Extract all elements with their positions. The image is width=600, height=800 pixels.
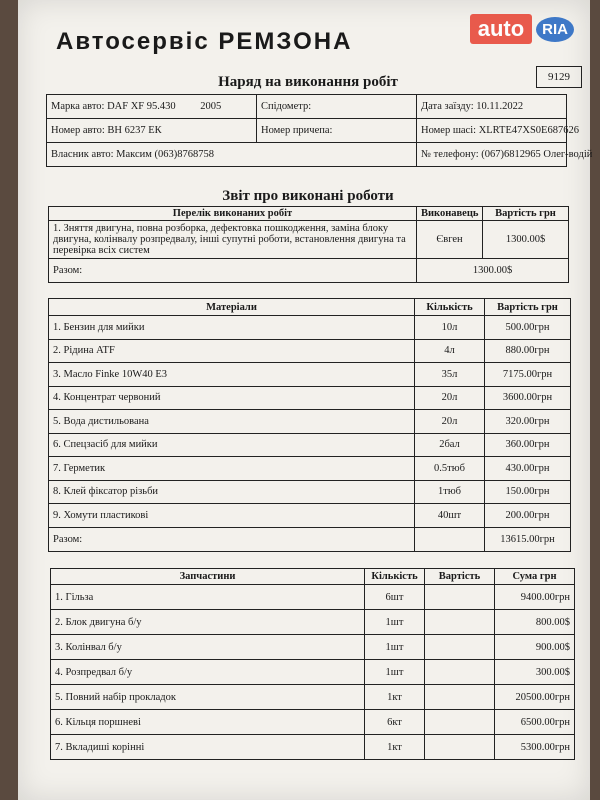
- works-header-worker: Виконавець: [417, 207, 483, 221]
- part-sum: 6500.00грн: [495, 710, 575, 735]
- part-name: 5. Повний набір прокладок: [51, 685, 365, 710]
- material-name: 3. Масло Finke 10W40 E3: [49, 363, 415, 387]
- part-name: 2. Блок двигуна б/у: [51, 610, 365, 635]
- vin-value: XLRTE47XS0E687626: [478, 125, 579, 136]
- materials-total-empty: [415, 527, 485, 551]
- part-qty: 1шт: [365, 660, 425, 685]
- brand-label: Марка авто:: [51, 101, 105, 112]
- plate-value: ВН 6237 ЕК: [107, 125, 162, 136]
- owner-cell: [47, 143, 417, 167]
- parts-header-row: [51, 569, 575, 585]
- document-sheet: [18, 0, 593, 800]
- part-price: [425, 610, 495, 635]
- part-price: [425, 585, 495, 610]
- company-title: Автосервіс РЕМЗОНА: [56, 28, 353, 55]
- report-title: Звіт про виконані роботи: [222, 188, 394, 204]
- material-cost: 3600.00грн: [485, 386, 571, 410]
- part-sum: 9400.00грн: [495, 585, 575, 610]
- table-row: [51, 735, 575, 760]
- phone-value: (067)6812965 Олег-водій: [481, 149, 593, 160]
- order-number: 9129: [536, 66, 582, 88]
- part-qty: 1шт: [365, 610, 425, 635]
- table-row: [49, 433, 571, 457]
- plate-label: Номер авто:: [51, 125, 105, 136]
- part-sum: 5300.00грн: [495, 735, 575, 760]
- odometer-label: Спідометр:: [261, 101, 312, 112]
- table-row: [49, 386, 571, 410]
- date-value: 10.11.2022: [476, 101, 524, 112]
- material-name: 9. Хомути пластикові: [49, 504, 415, 528]
- phone-label: № телефону:: [421, 149, 479, 160]
- part-sum: 800.00$: [495, 610, 575, 635]
- materials-header-qty: Кількість: [415, 299, 485, 316]
- table-row: [51, 610, 575, 635]
- table-row: [49, 363, 571, 387]
- part-name: 6. Кільця поршневі: [51, 710, 365, 735]
- table-row: [51, 635, 575, 660]
- vehicle-info-table: [46, 94, 593, 167]
- date-cell: [417, 95, 567, 119]
- materials-header-row: [49, 299, 571, 316]
- plate-cell: [47, 119, 257, 143]
- table-row: [49, 457, 571, 481]
- material-name: 6. Спецзасіб для мийки: [49, 433, 415, 457]
- part-name: 1. Гільза: [51, 585, 365, 610]
- material-cost: 7175.00грн: [485, 363, 571, 387]
- part-price: [425, 660, 495, 685]
- material-qty: 35л: [415, 363, 485, 387]
- table-row: [51, 685, 575, 710]
- watermark-logo: [470, 12, 574, 46]
- part-price: [425, 710, 495, 735]
- table-row: [51, 585, 575, 610]
- works-row-description: 1. Зняття двигуна, повна розборка, дефектовка пошкодження, заміна блоку двигуна, колінвалу розпредвалу, інші супутні роботи, встановлення двигуна та перевірка всіх систем: [49, 221, 417, 259]
- brand-cell: [47, 95, 257, 119]
- material-qty: 2бал: [415, 433, 485, 457]
- material-qty: 4л: [415, 339, 485, 363]
- works-total-value: 1300.00$: [417, 259, 569, 283]
- material-qty: 0.5тюб: [415, 457, 485, 481]
- table-row: [51, 660, 575, 685]
- trailer-cell: [257, 119, 417, 143]
- part-qty: 1кт: [365, 735, 425, 760]
- part-name: 3. Колінвал б/у: [51, 635, 365, 660]
- material-cost: 880.00грн: [485, 339, 571, 363]
- material-qty: 1тюб: [415, 480, 485, 504]
- odometer-cell: [257, 95, 417, 119]
- works-row-worker: Євген: [417, 221, 483, 259]
- owner-label: Власник авто:: [51, 149, 114, 160]
- part-sum: 20500.00грн: [495, 685, 575, 710]
- parts-header-sum: Сума грн: [495, 569, 575, 585]
- part-qty: 1кт: [365, 685, 425, 710]
- material-qty: 20л: [415, 386, 485, 410]
- parts-table: [50, 568, 575, 760]
- part-sum: 300.00$: [495, 660, 575, 685]
- date-label: Дата заїзду:: [421, 101, 474, 112]
- material-name: 2. Рідина ATF: [49, 339, 415, 363]
- part-name: 4. Розпредвал б/у: [51, 660, 365, 685]
- part-price: [425, 635, 495, 660]
- logo-text: auto: [470, 14, 532, 44]
- table-row: [49, 316, 571, 340]
- part-qty: 6шт: [365, 585, 425, 610]
- materials-table: [48, 298, 571, 552]
- works-row-cost: 1300.00$: [483, 221, 569, 259]
- table-row: [51, 710, 575, 735]
- part-price: [425, 735, 495, 760]
- material-name: 8. Клей фіксатор різьби: [49, 480, 415, 504]
- order-title: Наряд на виконання робіт: [218, 74, 398, 90]
- trailer-label: Номер причепа:: [261, 125, 333, 136]
- part-name: 7. Вкладиші корінні: [51, 735, 365, 760]
- parts-header-price: Вартість: [425, 569, 495, 585]
- works-header-cost: Вартість грн: [483, 207, 569, 221]
- table-row: [49, 504, 571, 528]
- materials-total-value: 13615.00грн: [485, 527, 571, 551]
- materials-header-name: Матеріали: [49, 299, 415, 316]
- material-qty: 20л: [415, 410, 485, 434]
- table-row: [49, 339, 571, 363]
- material-cost: 150.00грн: [485, 480, 571, 504]
- material-name: 7. Герметик: [49, 457, 415, 481]
- material-cost: 430.00грн: [485, 457, 571, 481]
- material-cost: 320.00грн: [485, 410, 571, 434]
- materials-header-cost: Вартість грн: [485, 299, 571, 316]
- material-cost: 360.00грн: [485, 433, 571, 457]
- vin-cell: [417, 119, 579, 143]
- material-name: 4. Концентрат червоний: [49, 386, 415, 410]
- parts-header-qty: Кількість: [365, 569, 425, 585]
- table-row: [49, 480, 571, 504]
- material-name: 5. Вода дистильована: [49, 410, 415, 434]
- part-price: [425, 685, 495, 710]
- logo-badge: RIA: [536, 17, 574, 42]
- works-header-name: Перелік виконаних робіт: [49, 207, 417, 221]
- table-row: [49, 410, 571, 434]
- material-qty: 10л: [415, 316, 485, 340]
- material-qty: 40шт: [415, 504, 485, 528]
- part-qty: 1шт: [365, 635, 425, 660]
- materials-total-row: [49, 527, 571, 551]
- material-name: 1. Бензин для мийки: [49, 316, 415, 340]
- year-value: 2005: [200, 101, 222, 112]
- phone-cell: [417, 143, 593, 167]
- brand-value: DAF XF 95.430: [107, 101, 176, 112]
- vin-label: Номер шасі:: [421, 125, 477, 136]
- material-cost: 200.00грн: [485, 504, 571, 528]
- parts-header-name: Запчастини: [51, 569, 365, 585]
- materials-total-label: Разом:: [49, 527, 415, 551]
- part-qty: 6кт: [365, 710, 425, 735]
- works-total-label: Разом:: [49, 259, 417, 283]
- material-cost: 500.00грн: [485, 316, 571, 340]
- works-table: [48, 206, 569, 283]
- part-sum: 900.00$: [495, 635, 575, 660]
- owner-value: Максим (063)8768758: [116, 149, 215, 160]
